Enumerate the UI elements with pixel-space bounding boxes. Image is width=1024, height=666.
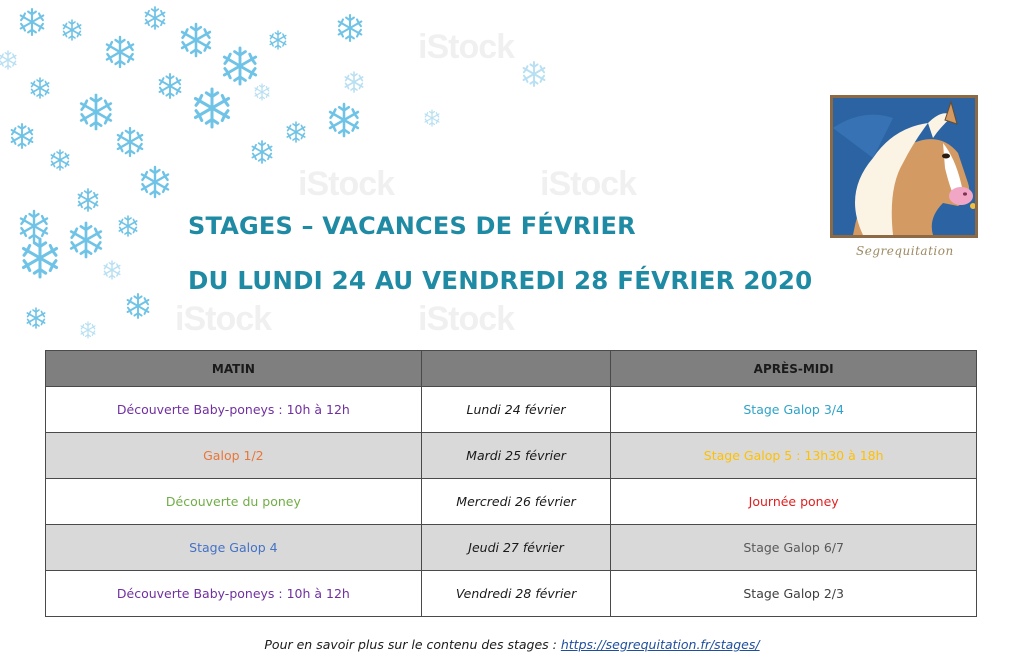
table-row — [46, 479, 977, 525]
logo-caption: Segrequitation — [856, 244, 954, 258]
cell-matin: Galop 1/2 — [46, 433, 422, 479]
table-row — [46, 571, 977, 617]
page-subtitle-dates: DU LUNDI 24 AU VENDREDI 28 FÉVRIER 2020 — [188, 266, 813, 295]
cell-matin: Découverte du poney — [46, 479, 422, 525]
footer-text: Pour en savoir plus sur le contenu des stages : — [264, 637, 561, 652]
header-day — [421, 351, 611, 387]
watermark: iStock — [175, 300, 272, 338]
watermark: iStock — [540, 165, 637, 203]
footer — [0, 637, 1024, 652]
cell-day: Mercredi 26 février — [421, 479, 611, 525]
page-title: STAGES – VACANCES DE FÉVRIER — [188, 212, 636, 240]
header-apres-midi: APRÈS-MIDI — [611, 351, 977, 387]
cell-matin: Découverte Baby-poneys : 10h à 12h — [46, 571, 422, 617]
cell-apres-midi: Journée poney — [611, 479, 977, 525]
table-row — [46, 525, 977, 571]
schedule-table — [45, 350, 977, 617]
watermark: iStock — [298, 165, 395, 203]
cell-matin: Découverte Baby-poneys : 10h à 12h — [46, 387, 422, 433]
watermark: iStock — [418, 300, 515, 338]
table-row — [46, 433, 977, 479]
cell-day: Lundi 24 février — [421, 387, 611, 433]
horse-head-illustration — [833, 98, 975, 235]
table-row — [46, 387, 977, 433]
cell-matin: Stage Galop 4 — [46, 525, 422, 571]
header-matin: MATIN — [46, 351, 422, 387]
stages-link[interactable]: https://segrequitation.fr/stages/ — [560, 637, 760, 652]
cell-day: Jeudi 27 février — [421, 525, 611, 571]
watermark: iStock — [418, 28, 515, 66]
table-header-row — [46, 351, 977, 387]
cell-day: Vendredi 28 février — [421, 571, 611, 617]
cell-apres-midi: Stage Galop 5 : 13h30 à 18h — [611, 433, 977, 479]
cell-apres-midi: Stage Galop 2/3 — [611, 571, 977, 617]
cell-apres-midi: Stage Galop 3/4 — [611, 387, 977, 433]
cell-day: Mardi 25 février — [421, 433, 611, 479]
cell-apres-midi: Stage Galop 6/7 — [611, 525, 977, 571]
horse-logo — [830, 95, 978, 238]
